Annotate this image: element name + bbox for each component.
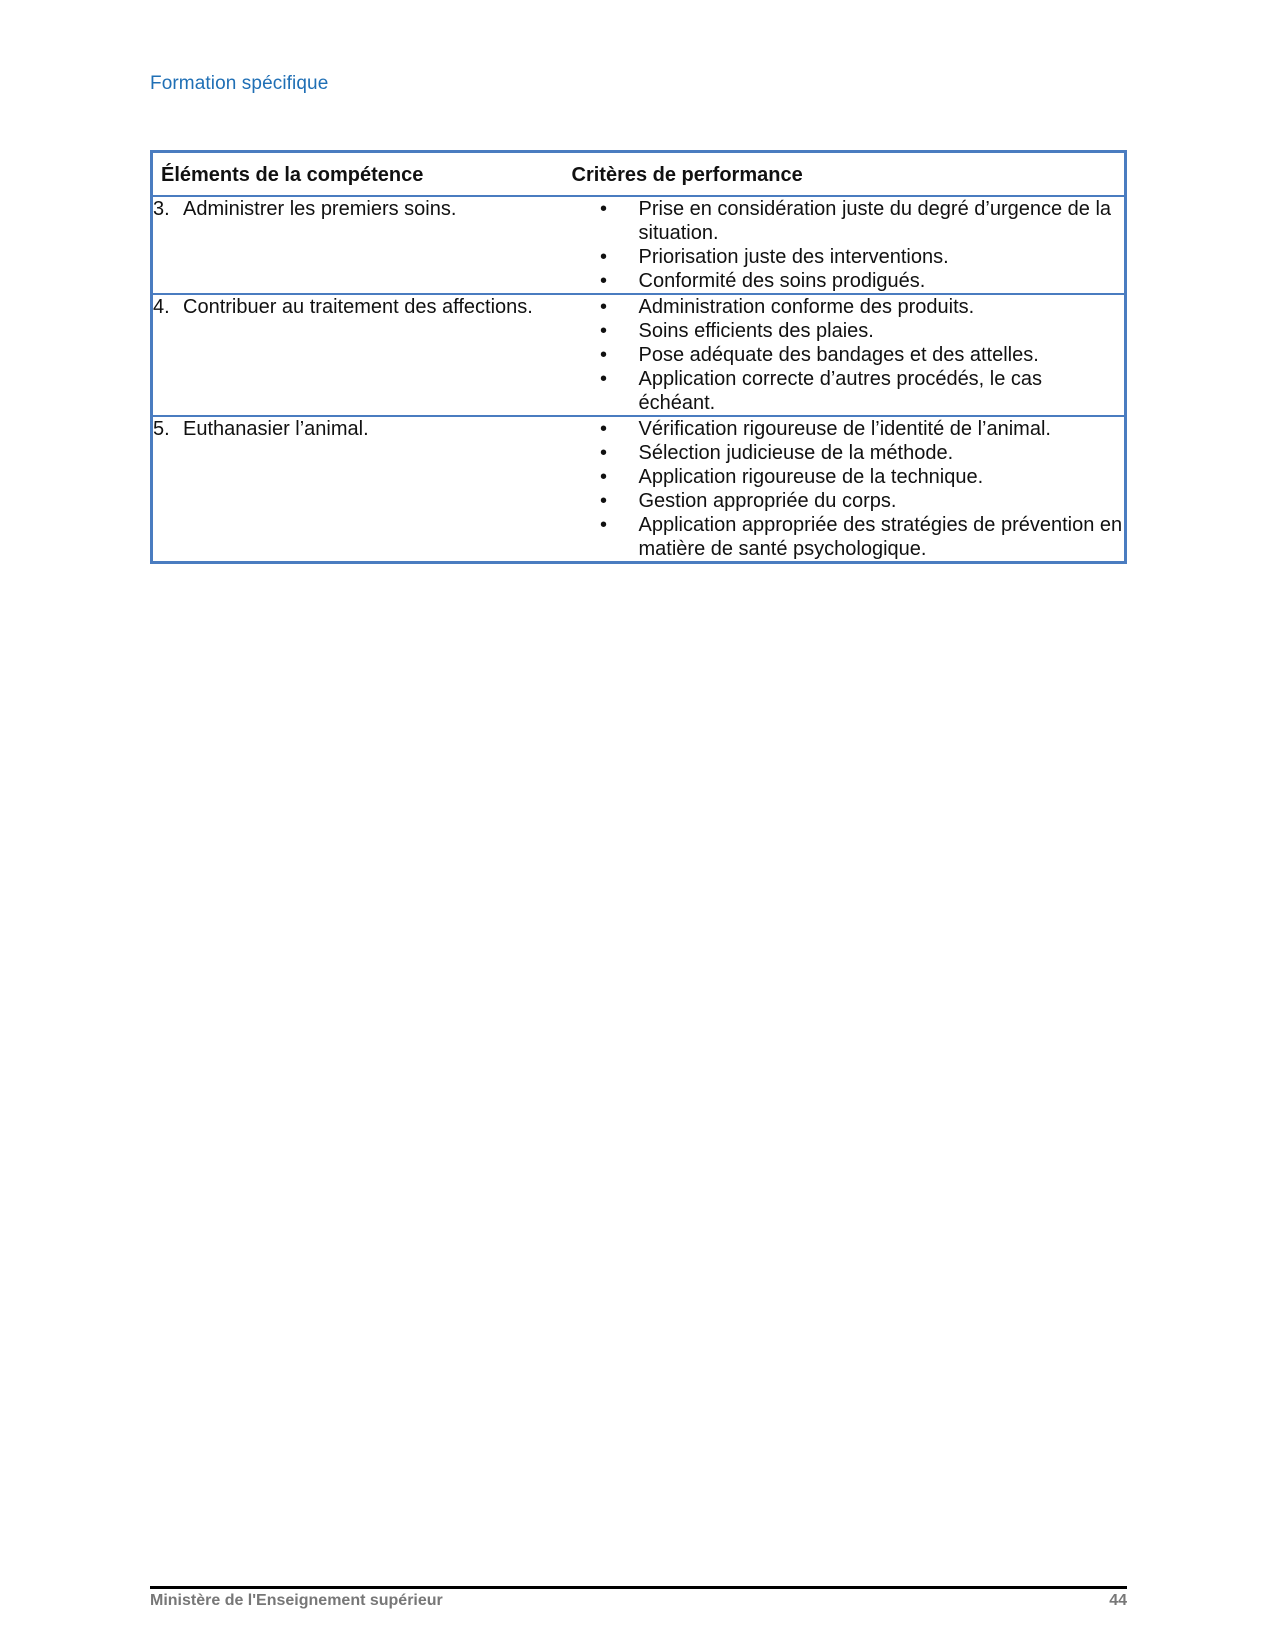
- table-row: [152, 196, 1126, 294]
- column-header-criteria: Critères de performance: [564, 152, 1126, 197]
- table-row: [152, 416, 1126, 563]
- element-item: [153, 417, 564, 441]
- element-cell: [152, 294, 564, 416]
- table-row: [152, 294, 1126, 416]
- criteria-item: [564, 465, 1125, 489]
- element-item: [153, 295, 564, 319]
- criteria-item: [564, 295, 1125, 319]
- criteria-text: Administration conforme des produits.: [638, 296, 975, 318]
- bullet-icon: •: [599, 198, 607, 220]
- bullet-icon: •: [599, 442, 607, 464]
- criteria-item: [564, 197, 1125, 245]
- criteria-cell: [564, 416, 1126, 563]
- element-text: Euthanasier l’animal.: [183, 418, 369, 440]
- criteria-item: [564, 367, 1125, 415]
- bullet-icon: •: [599, 418, 607, 440]
- element-number: 5.: [153, 418, 170, 440]
- criteria-list: [564, 417, 1125, 561]
- criteria-text: Conformité des soins prodigués.: [638, 270, 926, 292]
- criteria-text: Priorisation juste des interventions.: [638, 246, 949, 268]
- element-text: Contribuer au traitement des affections.: [183, 296, 533, 318]
- bullet-icon: •: [599, 344, 607, 366]
- bullet-icon: •: [599, 514, 607, 536]
- criteria-list: [564, 295, 1125, 415]
- table-header-row: [152, 152, 1126, 197]
- criteria-text: Gestion appropriée du corps.: [638, 490, 897, 512]
- running-header: Formation spécifique: [150, 73, 329, 94]
- criteria-cell: [564, 196, 1126, 294]
- element-number: 3.: [153, 198, 170, 220]
- criteria-item: [564, 245, 1125, 269]
- bullet-icon: •: [599, 296, 607, 318]
- bullet-icon: •: [599, 320, 607, 342]
- criteria-item: [564, 513, 1125, 561]
- bullet-icon: •: [599, 490, 607, 512]
- criteria-cell: [564, 294, 1126, 416]
- criteria-text: Application correcte d’autres procédés, le cas échéant.: [638, 368, 1043, 414]
- criteria-text: Sélection judicieuse de la méthode.: [638, 442, 954, 464]
- criteria-item: [564, 319, 1125, 343]
- criteria-item: [564, 441, 1125, 465]
- criteria-item: [564, 269, 1125, 293]
- element-number: 4.: [153, 296, 170, 318]
- column-header-elements: Éléments de la compétence: [152, 152, 564, 197]
- criteria-text: Application appropriée des stratégies de prévention en matière de santé psychologique.: [638, 514, 1123, 560]
- element-cell: [152, 416, 564, 563]
- footer-publisher: Ministère de l'Enseignement supérieur: [150, 1592, 443, 1609]
- page-number: 44: [1109, 1592, 1127, 1609]
- element-item: [153, 197, 564, 221]
- criteria-text: Pose adéquate des bandages et des attelles.: [638, 344, 1039, 366]
- criteria-item: [564, 489, 1125, 513]
- bullet-icon: •: [599, 270, 607, 292]
- competence-table: [150, 150, 1127, 564]
- criteria-text: Application rigoureuse de la technique.: [638, 466, 984, 488]
- criteria-list: [564, 197, 1125, 293]
- criteria-text: Soins efficients des plaies.: [638, 320, 874, 342]
- criteria-text: Vérification rigoureuse de l’identité de l’animal.: [638, 418, 1051, 440]
- criteria-item: [564, 417, 1125, 441]
- table-body: [152, 196, 1126, 563]
- bullet-icon: •: [599, 246, 607, 268]
- bullet-icon: •: [599, 466, 607, 488]
- element-cell: [152, 196, 564, 294]
- element-text: Administrer les premiers soins.: [183, 198, 457, 220]
- bullet-icon: •: [599, 368, 607, 390]
- criteria-text: Prise en considération juste du degré d’urgence de la situation.: [638, 198, 1112, 244]
- footer-rule: [150, 1586, 1127, 1589]
- criteria-item: [564, 343, 1125, 367]
